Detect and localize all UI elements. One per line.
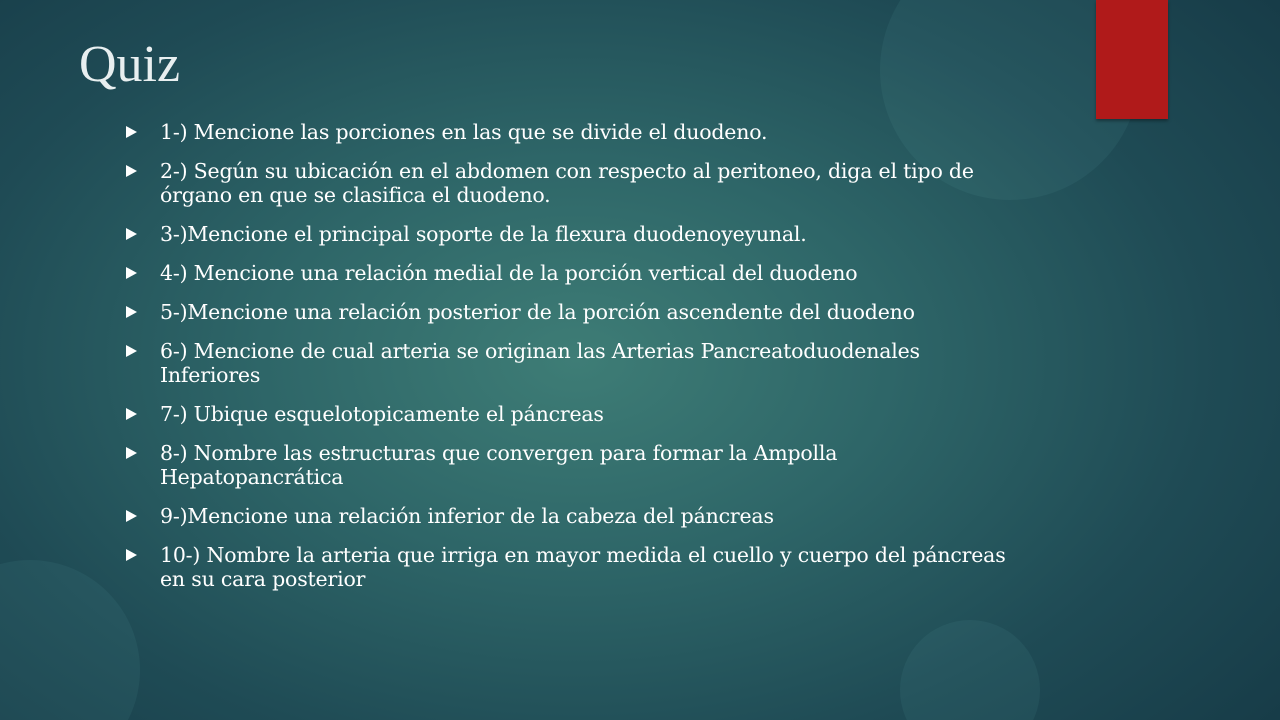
list-item [126, 300, 1026, 324]
question-text: 4-) Mencione una relación medial de la porción vertical del duodeno [160, 261, 858, 285]
triangle-right-icon [126, 549, 137, 561]
triangle-right-icon [126, 267, 137, 279]
triangle-right-icon [126, 228, 137, 240]
triangle-right-icon [126, 345, 137, 357]
triangle-right-icon [126, 306, 137, 318]
triangle-right-icon [126, 510, 137, 522]
question-text: 9-)Mencione una relación inferior de la cabeza del páncreas [160, 504, 774, 528]
triangle-right-icon [126, 447, 137, 459]
question-text: 7-) Ubique esquelotopicamente el páncreas [160, 402, 604, 426]
list-item [126, 222, 1026, 246]
list-item [126, 159, 1026, 207]
question-text: 6-) Mencione de cual arteria se originan las Arterias Pancreatoduodenales Inferiores [160, 339, 920, 387]
background-bokeh [900, 620, 1040, 720]
list-item [126, 441, 1026, 489]
list-item [126, 339, 1026, 387]
question-list [126, 120, 1026, 606]
question-text: 8-) Nombre las estructuras que convergen para formar la Ampolla Hepatopancrática [160, 441, 838, 489]
question-text: 2-) Según su ubicación en el abdomen con respecto al peritoneo, diga el tipo de órgano en que se clasifica el duodeno. [160, 159, 974, 207]
question-text: 5-)Mencione una relación posterior de la porción ascendente del duodeno [160, 300, 915, 324]
question-text: 3-)Mencione el principal soporte de la flexura duodenoyeyunal. [160, 222, 807, 246]
question-text: 10-) Nombre la arteria que irriga en mayor medida el cuello y cuerpo del páncreas en su cara posterior [160, 543, 1006, 591]
list-item [126, 261, 1026, 285]
list-item [126, 504, 1026, 528]
triangle-right-icon [126, 408, 137, 420]
background-bokeh [0, 560, 140, 720]
triangle-right-icon [126, 165, 137, 177]
slide-title: Quiz [79, 36, 181, 93]
list-item [126, 543, 1026, 591]
question-text: 1-) Mencione las porciones en las que se divide el duodeno. [160, 120, 768, 144]
accent-bar [1096, 0, 1168, 119]
list-item [126, 402, 1026, 426]
triangle-right-icon [126, 126, 137, 138]
list-item [126, 120, 1026, 144]
